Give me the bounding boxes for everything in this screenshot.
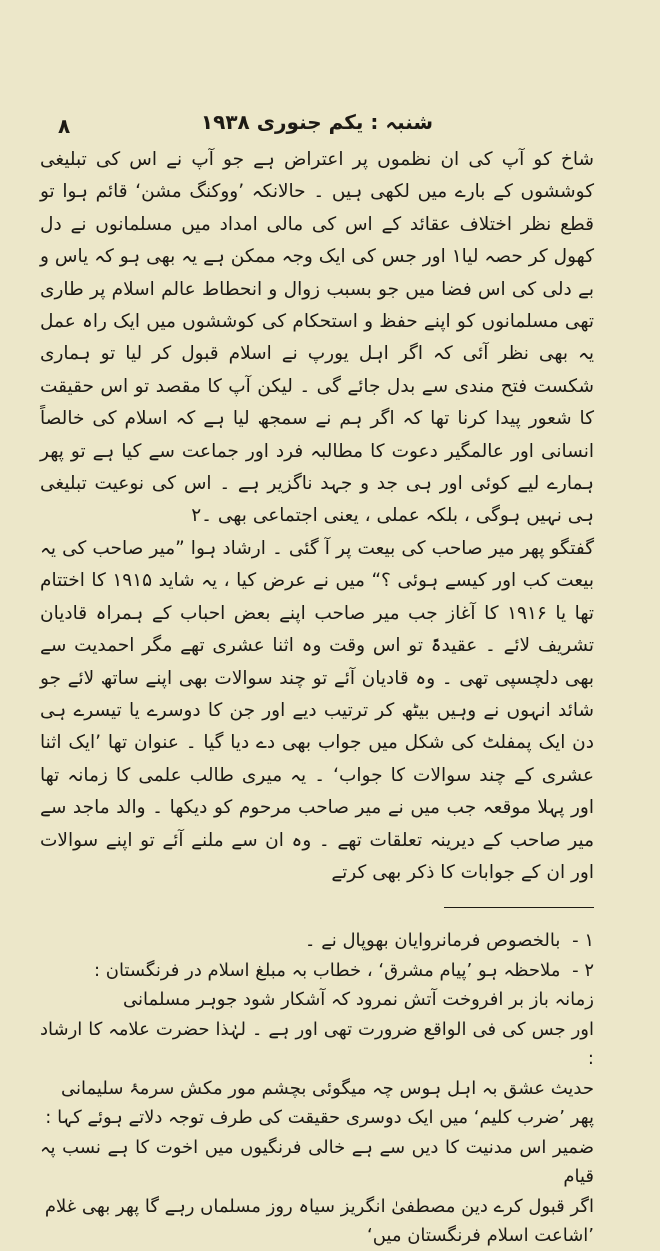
verse-2: حدیث عشق بہ اہل ہوس چہ میگوئی بچشم مور مکش سرمۂ سلیمانی: [61, 1077, 594, 1099]
footnote-1-text: بالخصوص فرمانروایان بھوپال نے ۔: [304, 930, 561, 952]
footnote-line-after-verse-1: اور جس کی فی الواقع ضرورت تھی اور ہے ۔ لہٰذا حضرت علامہ کا ارشاد :: [40, 1018, 594, 1070]
page-number: ۸: [58, 114, 71, 138]
footnote-2-number: ۲ -: [572, 959, 594, 981]
verse-1: زمانہ باز بر افروخت آتش نمرود کہ آشکار شود جوہر مسلمانی: [123, 989, 594, 1011]
verse-3b: اگر قبول کرے دین مصطفیٰ انگریز سیاہ روز مسلماں رہے گا پھر بھی غلام: [44, 1195, 594, 1217]
paragraph-1: شاخ کو آپ کی ان نظموں پر اعتراض ہے جو آپ نے اس کی تبلیغی کوششوں کے بارے میں لکھی ہیں ۔ حالانکہ ’ووکنگ مشن‘ قائم ہوا تو قطع نظر اختلاف عقائد کے اس کی مالی امداد میں مسلمانوں نے دل کھول کر حصہ لیا۱ اور جس کی ایک وجہ ممکن ہے یہ بھی ہو کہ یاس و بے دلی کی اس فضا میں جو بسبب زوال و انحطاط عالم اسلام پر طاری تھی مسلمانوں کو اپنے حفظ و استحکام کی کوششوں میں ایک راہ عمل یہ بھی نظر آئی کہ اگر اہل یورپ نے اسلام قبول کر لیا تو ہماری شکست فتح مندی سے بدل جائے گی ۔ لیکن آپ کا مقصد تو اس حقیقت کا شعور پیدا کرنا تھا کہ اگر ہم نے سمجھ لیا ہے کہ اسلام کی خالصاً انسانی اور عالمگیر دعوت کا مطالبہ فرد اور جماعت سے کیا ہے تو پھر ہمارے لیے کوئی اور ہی جد و جہد ناگزیر ہے ۔ اس کی نوعیت تبلیغی ہی نہیں ہوگی ، بلکہ عملی ، یعنی اجتماعی بھی ۔۲: [40, 149, 594, 527]
page-title: شنبہ : یکم جنوری ۱۹۳۸: [200, 110, 434, 134]
footnote-1: [40, 926, 594, 956]
paragraph-2: گفتگو پھر میر صاحب کی بیعت پر آ گئی ۔ ارشاد ہوا ”میر صاحب کی یہ بیعت کب اور کیسے ہوئی ؟“ میں نے عرض کیا ، یہ شاید ۱۹۱۵ کا اختتام تھا یا ۱۹۱۶ کا آغاز جب میر صاحب اپنے بعض احباب کے ہمراہ قادیان تشریف لائے ۔ عقیدۃً تو اس وقت وہ اثنا عشری تھے مگر احمدیت سے بھی دلچسپی تھی ۔ وہ قادیان آئے تو چند سوالات بھی اپنے ساتھ لائے جو شائد انہوں نے وہیں بیٹھ کر ترتیب دیے اور جن کا دوسرے یا تیسرے ہی دن ایک پمفلٹ کی شکل میں جواب بھی دے دیا گیا ۔ عنوان تھا ’ایک اثنا عشری کے چند سوالات کا جواب‘ ۔ یہ میری طالب علمی کا زمانہ تھا اور پہلا موقعہ جب میں نے میر صاحب مرحوم کو دیکھا ۔ والد ماجد سے میر صاحب کے دیرینہ تعلقات تھے ۔ وہ ان سے ملنے آئے تو اپنے سوالات اور ان کے جوابات کا ذکر بھی کرتے: [40, 537, 595, 883]
main-text: [40, 144, 594, 889]
footnote-closing: ’اشاعت اسلام فرنگستان میں‘: [366, 1225, 594, 1247]
footnote-1-number: ۱ -: [572, 930, 594, 952]
footnote-2-text: ملاحظہ ہو ’پیام مشرق‘ ، خطاب بہ مبلغ اسلام در فرنگستان :: [93, 959, 561, 981]
footnotes: [40, 926, 594, 1251]
footnote-line-after-verse-2: پھر ’ضرب کلیم‘ میں ایک دوسری حقیقت کی طرف توجہ دلاتے ہوئے کہا :: [45, 1107, 594, 1129]
page-header: [40, 110, 594, 144]
footnote-2: [40, 956, 594, 986]
verse-3a: ضمیر اس مدنیت کا دیں سے ہے خالی فرنگیوں میں اخوت کا ہے نسب پہ قیام: [40, 1136, 594, 1188]
footnote-divider: [444, 907, 594, 908]
